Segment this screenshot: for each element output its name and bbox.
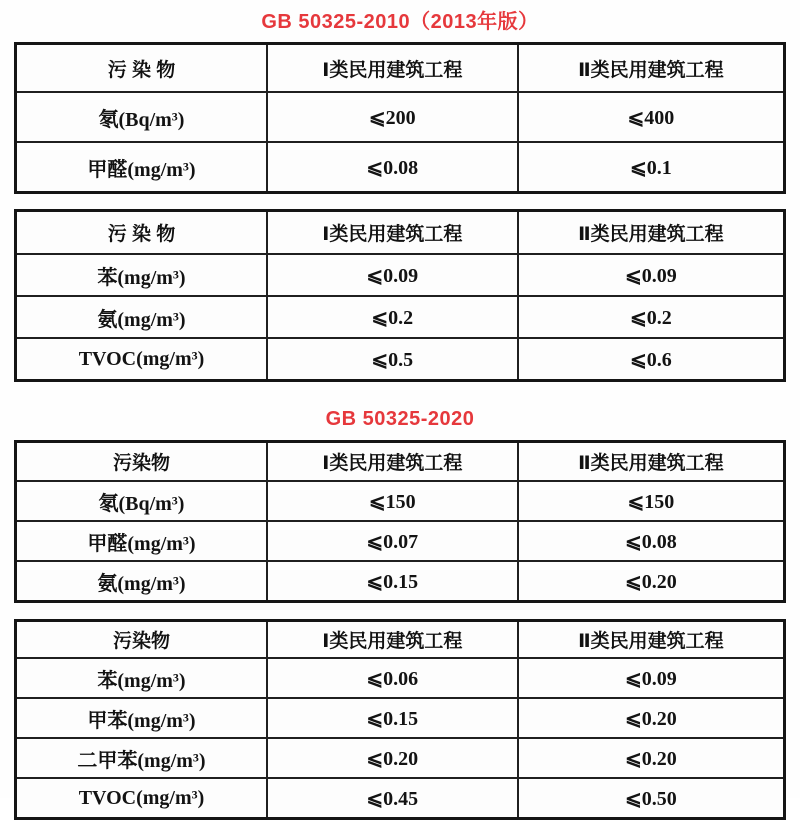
limit-class1-cell: ⩽0.07 bbox=[267, 521, 518, 561]
table-header-row bbox=[16, 211, 785, 255]
header-pollutant: 污染物 bbox=[16, 442, 267, 482]
table-row-toluene bbox=[16, 698, 785, 738]
limit-class2-cell: ⩽0.09 bbox=[518, 658, 785, 698]
pollutant-cell: 苯(mg/m³) bbox=[16, 658, 267, 698]
table-2010-benzene-ammonia-tvoc bbox=[14, 209, 786, 382]
pollutant-cell: 氨(mg/m³) bbox=[16, 296, 267, 338]
limit-class1-cell: ⩽0.06 bbox=[267, 658, 518, 698]
table-row-radon bbox=[16, 481, 785, 521]
header-pollutant: 污染物 bbox=[16, 621, 267, 659]
limit-class2-cell: ⩽0.1 bbox=[518, 142, 785, 193]
limit-class1-cell: ⩽150 bbox=[267, 481, 518, 521]
table-row-tvoc bbox=[16, 778, 785, 819]
section-title-gb50325-2020: GB 50325-2020 bbox=[325, 408, 475, 430]
table-row-tvoc bbox=[16, 338, 785, 381]
table-row-formaldehyde bbox=[16, 521, 785, 561]
limit-class2-cell: ⩽0.6 bbox=[518, 338, 785, 381]
limit-class1-cell: ⩽0.08 bbox=[267, 142, 518, 193]
limit-class2-cell: ⩽0.20 bbox=[518, 738, 785, 778]
table-header-row bbox=[16, 442, 785, 482]
pollutant-cell: 甲醛(mg/m³) bbox=[16, 142, 267, 193]
table-header-row bbox=[16, 44, 785, 93]
pollutant-cell: 氡(Bq/m³) bbox=[16, 481, 267, 521]
table-row-radon bbox=[16, 92, 785, 142]
table-row-formaldehyde bbox=[16, 142, 785, 193]
limit-class2-cell: ⩽150 bbox=[518, 481, 785, 521]
header-class2-building: Ⅱ类民用建筑工程 bbox=[518, 44, 785, 93]
table-row-benzene bbox=[16, 658, 785, 698]
limit-class1-cell: ⩽0.45 bbox=[267, 778, 518, 819]
pollutant-cell: 氨(mg/m³) bbox=[16, 561, 267, 602]
header-class1-building: Ⅰ类民用建筑工程 bbox=[267, 442, 518, 482]
limit-class1-cell: ⩽0.2 bbox=[267, 296, 518, 338]
limit-class1-cell: ⩽200 bbox=[267, 92, 518, 142]
limit-class1-cell: ⩽0.15 bbox=[267, 561, 518, 602]
table-row-xylene bbox=[16, 738, 785, 778]
pollutant-cell: 氡(Bq/m³) bbox=[16, 92, 267, 142]
limit-class1-cell: ⩽0.20 bbox=[267, 738, 518, 778]
pollutant-cell: 甲醛(mg/m³) bbox=[16, 521, 267, 561]
limit-class2-cell: ⩽400 bbox=[518, 92, 785, 142]
section-title-gb50325-2010: GB 50325-2010（2013年版） bbox=[261, 11, 539, 33]
table-2010-radon-formaldehyde bbox=[14, 42, 786, 194]
header-class2-building: Ⅱ类民用建筑工程 bbox=[518, 211, 785, 255]
table-2020-radon-formaldehyde-ammonia bbox=[14, 440, 786, 603]
header-class2-building: Ⅱ类民用建筑工程 bbox=[518, 621, 785, 659]
limit-class1-cell: ⩽0.15 bbox=[267, 698, 518, 738]
pollutant-cell: TVOC(mg/m³) bbox=[16, 778, 267, 819]
limit-class2-cell: ⩽0.20 bbox=[518, 561, 785, 602]
header-pollutant: 污 染 物 bbox=[16, 44, 267, 93]
table-row-ammonia bbox=[16, 561, 785, 602]
pollutant-cell: 甲苯(mg/m³) bbox=[16, 698, 267, 738]
header-class1-building: Ⅰ类民用建筑工程 bbox=[267, 44, 518, 93]
header-pollutant: 污 染 物 bbox=[16, 211, 267, 255]
pollutant-cell: 二甲苯(mg/m³) bbox=[16, 738, 267, 778]
limit-class2-cell: ⩽0.08 bbox=[518, 521, 785, 561]
pollutant-cell: TVOC(mg/m³) bbox=[16, 338, 267, 381]
limit-class2-cell: ⩽0.20 bbox=[518, 698, 785, 738]
limit-class2-cell: ⩽0.09 bbox=[518, 254, 785, 296]
limit-class1-cell: ⩽0.09 bbox=[267, 254, 518, 296]
header-class1-building: Ⅰ类民用建筑工程 bbox=[267, 621, 518, 659]
table-row-ammonia bbox=[16, 296, 785, 338]
table-row-benzene bbox=[16, 254, 785, 296]
limit-class1-cell: ⩽0.5 bbox=[267, 338, 518, 381]
table-header-row bbox=[16, 621, 785, 659]
pollutant-cell: 苯(mg/m³) bbox=[16, 254, 267, 296]
table-2020-benzene-toluene-xylene-tvoc bbox=[14, 619, 786, 820]
header-class2-building: Ⅱ类民用建筑工程 bbox=[518, 442, 785, 482]
limit-class2-cell: ⩽0.50 bbox=[518, 778, 785, 819]
limit-class2-cell: ⩽0.2 bbox=[518, 296, 785, 338]
header-class1-building: Ⅰ类民用建筑工程 bbox=[267, 211, 518, 255]
